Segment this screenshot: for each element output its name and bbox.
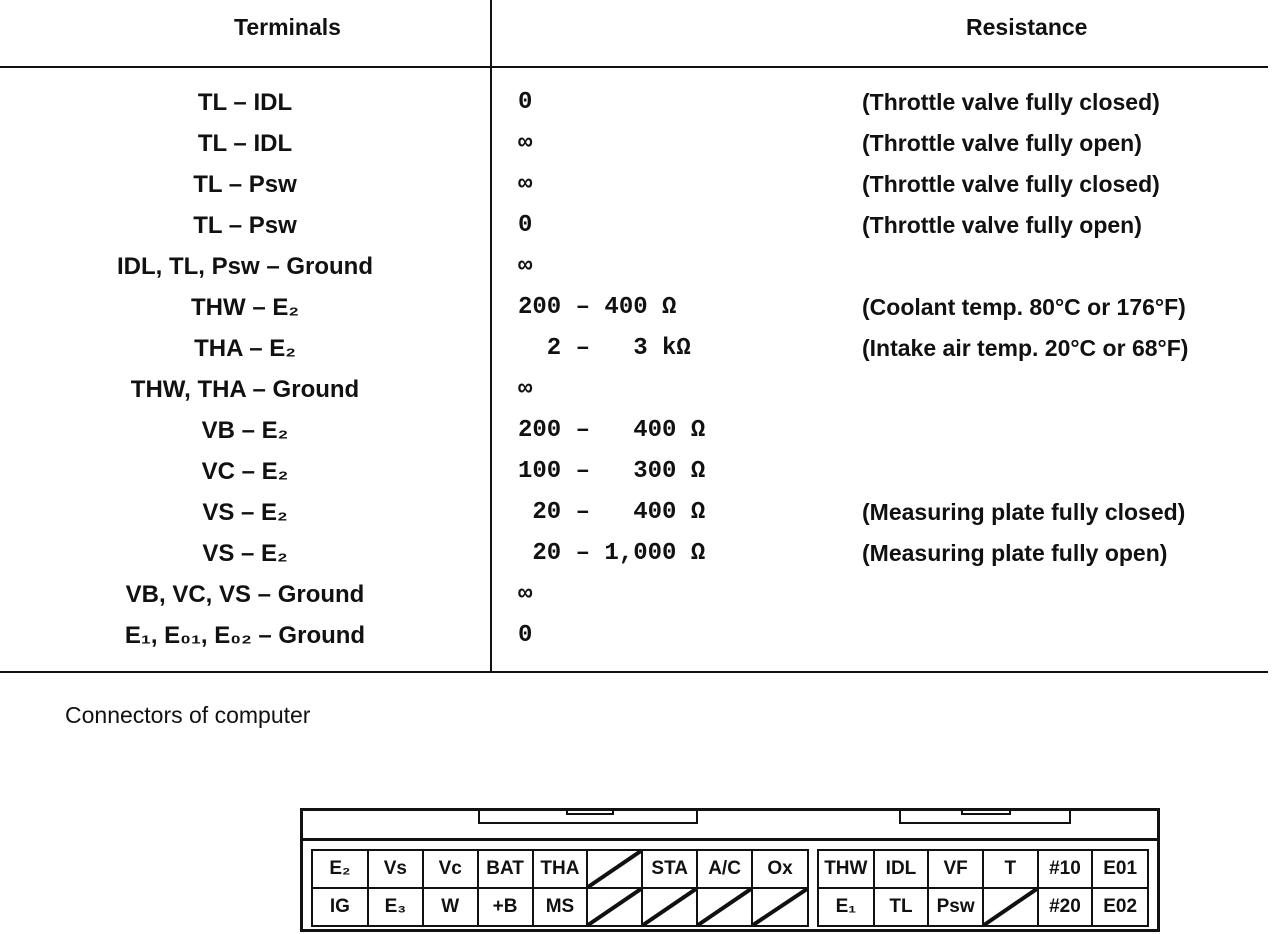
terminals-cell: THW, THA – Ground: [130, 376, 360, 403]
terminals-cell: VS – E₂: [202, 499, 288, 526]
pin-empty: [587, 851, 642, 888]
resistance-cell: ∞: [518, 253, 533, 280]
resistance-cell: 0: [518, 622, 533, 649]
condition-cell: (Throttle valve fully open): [862, 130, 1142, 156]
table-row: [0, 493, 1268, 534]
pin-thw: THW: [819, 851, 874, 888]
connector-latch-left: [478, 808, 698, 824]
pin-tl: TL: [874, 888, 929, 925]
connector-caption: Connectors of computer: [65, 702, 311, 728]
table-top-rule: [0, 66, 1268, 68]
resistance-cell: 20 – 1,000 Ω: [518, 540, 706, 567]
resistance-cell: 0: [518, 89, 533, 116]
terminals-cell: VB – E₂: [201, 417, 289, 444]
terminals-cell: TL – Psw: [193, 171, 297, 198]
table-row: [0, 616, 1268, 657]
connector-latch-right: [899, 808, 1071, 824]
table-row: [0, 247, 1268, 288]
pin-t: T: [983, 851, 1038, 888]
table-row: [0, 83, 1268, 124]
header-resistance: Resistance: [966, 14, 1088, 40]
terminals-cell: TL – Psw: [193, 212, 297, 239]
terminals-cell: THW – E₂: [191, 294, 299, 321]
pin-e02: E02: [1092, 888, 1147, 925]
resistance-cell: 0: [518, 212, 533, 239]
table-row: [0, 411, 1268, 452]
connector-top-edge: [303, 838, 1157, 841]
connector-left-block: [311, 849, 809, 927]
pin-ig: IG: [313, 888, 368, 925]
resistance-cell: 100 – 300 Ω: [518, 458, 706, 485]
terminals-cell: THA – E₂: [194, 335, 296, 362]
terminals-cell: TL – IDL: [197, 89, 293, 116]
pin-tha: THA: [533, 851, 588, 888]
condition-cell: (Measuring plate fully closed): [862, 499, 1186, 525]
pin-vc: Vc: [423, 851, 478, 888]
pin-plus-b: +B: [478, 888, 533, 925]
pin-psw: Psw: [928, 888, 983, 925]
terminals-cell: E₁, E₀₁, E₀₂ – Ground: [124, 622, 366, 649]
header-terminals: Terminals: [234, 14, 341, 40]
connector-right-block: [817, 849, 1149, 927]
pin-idl: IDL: [874, 851, 929, 888]
pin-empty: [697, 888, 752, 925]
pin-vs: Vs: [368, 851, 423, 888]
terminals-cell: VS – E₂: [202, 540, 288, 567]
condition-cell: (Intake air temp. 20°C or 68°F): [862, 335, 1189, 361]
pin-e2: E₂: [313, 851, 368, 888]
pin-vf: VF: [928, 851, 983, 888]
resistance-cell: 200 – 400 Ω: [518, 417, 706, 444]
table-row: [0, 575, 1268, 616]
resistance-cell: ∞: [518, 130, 533, 157]
pin-empty: [983, 888, 1038, 925]
condition-cell: (Throttle valve fully closed): [862, 171, 1160, 197]
pin-e3: E₃: [368, 888, 423, 925]
table-row: [0, 288, 1268, 329]
table-row: [0, 206, 1268, 247]
pin-w: W: [423, 888, 478, 925]
table-bottom-rule: [0, 671, 1268, 673]
resistance-cell: ∞: [518, 171, 533, 198]
table-row: [0, 329, 1268, 370]
table-row: [0, 124, 1268, 165]
resistance-cell: 200 – 400 Ω: [518, 294, 677, 321]
terminals-cell: IDL, TL, Psw – Ground: [116, 253, 373, 280]
condition-cell: (Coolant temp. 80°C or 176°F): [862, 294, 1186, 320]
terminals-cell: TL – IDL: [197, 130, 293, 157]
resistance-cell: 2 – 3 kΩ: [518, 335, 691, 362]
table-row: [0, 370, 1268, 411]
resistance-cell: ∞: [518, 581, 533, 608]
resistance-cell: 20 – 400 Ω: [518, 499, 706, 526]
pin-e01: E01: [1092, 851, 1147, 888]
pin-sta: STA: [642, 851, 697, 888]
computer-connector-diagram: [300, 808, 1160, 932]
table-row: [0, 165, 1268, 206]
table-row: [0, 534, 1268, 575]
terminals-cell: VC – E₂: [201, 458, 289, 485]
table-row: [0, 452, 1268, 493]
resistance-cell: ∞: [518, 376, 533, 403]
pin-ms: MS: [533, 888, 588, 925]
pin-10: #10: [1038, 851, 1093, 888]
condition-cell: (Throttle valve fully open): [862, 212, 1142, 238]
resistance-table-body: [0, 83, 1268, 657]
pin-bat: BAT: [478, 851, 533, 888]
pin-empty: [587, 888, 642, 925]
terminals-cell: VB, VC, VS – Ground: [125, 581, 365, 608]
pin-e1: E₁: [819, 888, 874, 925]
condition-cell: (Measuring plate fully open): [862, 540, 1168, 566]
pin-empty: [752, 888, 807, 925]
pin-ox: Ox: [752, 851, 807, 888]
pin-empty: [642, 888, 697, 925]
pin-ac: A/C: [697, 851, 752, 888]
pin-20: #20: [1038, 888, 1093, 925]
condition-cell: (Throttle valve fully closed): [862, 89, 1160, 115]
